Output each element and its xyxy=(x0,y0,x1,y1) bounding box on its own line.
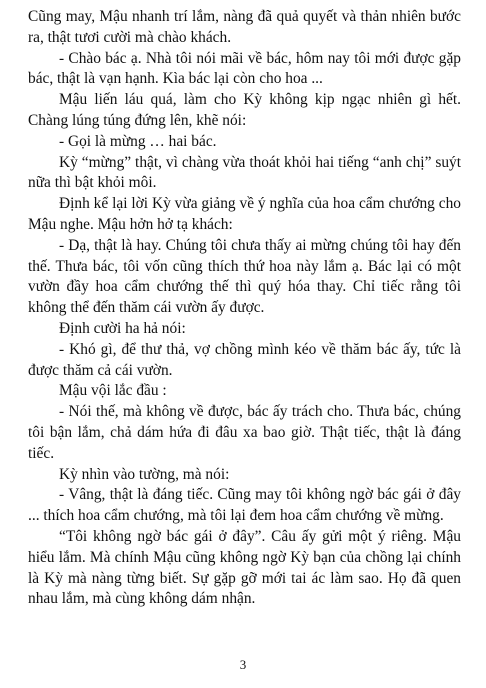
paragraph: - Vâng, thật là đáng tiếc. Cũng may tôi không ngờ bác gái ở đây ... thích hoa cẩm chướng, mà tôi lại đem hoa cẩm chướng về mừng. xyxy=(28,486,461,525)
paragraph: - Khó gì, để thư thả, vợ chồng mình kéo về thăm bác ấy, tức là được thăm cả cái vườn. xyxy=(28,340,461,379)
paragraph: Mậu liến láu quá, làm cho Kỳ không kịp ngạc nhiên gì hết. Chàng lúng túng đứng lên, khẽ nói: xyxy=(28,91,461,129)
paragraph: - Chào bác ạ. Nhà tôi nói mãi về bác, hôm nay tôi mới được gặp bác, thật là vạn hạnh. Kìa bác lại còn cho hoa ... xyxy=(28,49,461,88)
paragraph: Cũng may, Mậu nhanh trí lắm, nàng đã quả quyết và thản nhiên bước ra, thật tươi cười mà chào khách. xyxy=(28,8,461,46)
paragraph: Định kể lại lời Kỳ vừa giảng về ý nghĩa của hoa cẩm chướng cho Mậu nghe. Mậu hởn hở tạ khách: xyxy=(28,195,461,233)
paragraph: - Nói thế, mà không về được, bác ấy trách cho. Thưa bác, chúng tôi bận lắm, chả dám hứa đi đâu xa bao giờ. Thật tiếc, thật là đáng tiếc. xyxy=(28,403,461,462)
paragraph: “Tôi không ngờ bác gái ở đây”. Câu ấy gửi một ý riêng. Mậu hiểu lắm. Mà chính Mậu cũng không ngờ Kỳ bạn của chồng lại chính là Kỳ mà nàng từng biết. Sự gặp gỡ mới tai ác làm sao. Họ đã quen nhau lắm, mà cùng không dám nhận. xyxy=(28,527,461,608)
paragraph: Kỳ “mừng” thật, vì chàng vừa thoát khỏi hai tiếng “anh chị” suýt nữa thì bật khỏi môi. xyxy=(28,153,461,192)
body-text xyxy=(28,7,461,610)
paragraph: Kỳ nhìn vào tường, mà nói: xyxy=(59,465,230,483)
paragraph: - Dạ, thật là hay. Chúng tôi chưa thấy ai mừng chúng tôi hay đến thế. Thưa bác, tôi vốn cũng thích thứ hoa này lắm ạ. Bác lại có một vườn đầy hoa cẩm chướng thế thì quý hóa thay. Chỉ tiếc rằng tôi không thể đến thăm cái vườn ấy được. xyxy=(28,236,461,317)
paragraph: Định cười ha hả nói: xyxy=(59,319,186,337)
paragraph: Mậu vội lắc đầu : xyxy=(59,382,167,400)
paragraph: - Gọi là mừng … hai bác. xyxy=(59,132,217,150)
page-number: 3 xyxy=(239,657,247,672)
